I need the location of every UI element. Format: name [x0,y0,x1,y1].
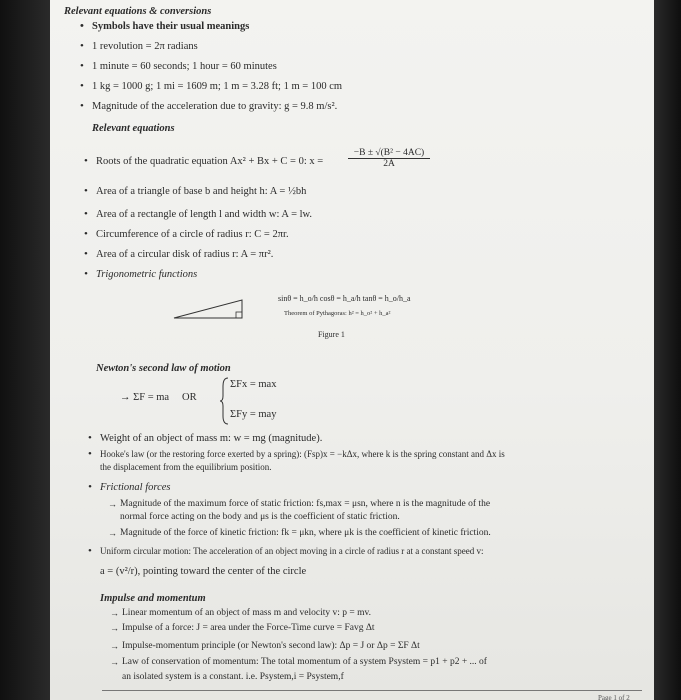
list-item: • Symbols have their usual meanings [92,20,249,33]
triangle-figure [170,296,248,322]
equation-item: • Roots of the quadratic equation Ax² + Bx + C = 0: x = [96,155,323,168]
list-item: • 1 kg = 1000 g; 1 mi = 1609 m; 1 m = 3.28 ft; 1 m = 100 cm [92,80,342,93]
impulse-item: → Impulse of a force: J = area under the Force-Time curve = Favg Δt [110,623,375,633]
pythagoras-formula: Theorem of Pythagoras: h² = h_o² + h_a² [284,310,391,317]
quadratic-fraction [348,148,430,169]
friction-item: → Magnitude of the force of kinetic friction: fk = μkn, where μk is the coefficient of kinetic friction. [108,528,491,538]
impulse-item: → Impulse-momentum principle (or Newton's second law): Δp = J or Δp = ΣF Δt [110,641,420,651]
equation-item: • Area of a triangle of base b and height h: A = ½bh [96,185,306,198]
equation-item: • Area of a circular disk of radius r: A = πr². [96,248,273,261]
impulse-text: Impulse-momentum principle (or Newton's second law): Δp = J or Δp = ΣF Δt [122,641,420,651]
brace-icon [220,376,230,426]
friction-item: → Magnitude of the maximum force of static friction: fs,max = μsn, where n is the magnitude of the [108,499,491,509]
footer-rule [102,690,642,691]
trig-formulas: sinθ = h_o/h cosθ = h_a/h tanθ = h_o/h_a [278,294,411,303]
subheader: Relevant equations [92,123,175,134]
impulse-text: Impulse of a force: J = area under the Force-Time curve = Favg Δt [122,623,375,633]
fraction-denominator: 2A [383,159,395,169]
impulse-item: → Law of conservation of momentum: The total momentum of a system Psystem = p1 + p2 + ... of [110,657,487,667]
figure-caption: Figure 1 [318,330,345,339]
impulse-text: Linear momentum of an object of mass m and velocity v: p = mv. [122,608,372,618]
newton-vector: → ΣF = ma [120,392,170,403]
list-item: • Magnitude of the acceleration due to gravity: g = 9.8 m/s². [92,100,337,113]
force-item: • Weight of an object of mass m: w = mg (magnitude). [100,432,322,445]
friction-item-continued: normal force acting on the body and μs is the coefficient of static friction. [120,512,400,522]
impulse-item-continued: an isolated system is a constant. i.e. Psystem,i = Psystem,f [122,672,344,682]
friction-text: Magnitude of the force of kinetic friction: fk = μkn, where μk is the coefficient of kinetic friction. [120,528,491,538]
force-item-continued: the displacement from the equilibrium position. [100,462,272,472]
page-number: Page 1 of 2 [598,694,630,700]
background-left [0,0,50,700]
circular-item: • Uniform circular motion: The acceleration of an object moving in a circle of radius r at a constant speed v: [100,545,483,558]
list-item: • 1 minute = 60 seconds; 1 hour = 60 minutes [92,60,277,73]
section-header: Relevant equations & conversions [64,6,212,17]
force-item: • Hooke's law (or the restoring force exerted by a spring): (Fsp)x = −kΔx, where k is the spring constant and Δx is [100,448,505,461]
fraction-numerator: −B ± √(B² − 4AC) [348,148,430,159]
equation-item: • Area of a rectangle of length l and width w: A = lw. [96,208,312,221]
impulse-header: Impulse and momentum [100,593,206,604]
list-item: • 1 revolution = 2π radians [92,40,198,53]
equation-item: • Trigonometric functions [96,268,197,281]
newton-y: ΣFy = may [230,409,277,420]
background-right [654,0,681,700]
force-item: • Frictional forces [100,481,170,494]
friction-text: Magnitude of the maximum force of static friction: fs,max = μsn, where n is the magnitude of the [120,499,491,509]
equation-item: • Circumference of a circle of radius r: C = 2πr. [96,228,289,241]
document-page [50,0,654,700]
newton-x: ΣFx = max [230,379,277,390]
circular-formula: a = (v²/r), pointing toward the center of the circle [100,566,307,577]
impulse-text: Law of conservation of momentum: The total momentum of a system Psystem = p1 + p2 + ... of [122,657,487,667]
newton-or: OR [182,392,197,403]
newton-header: Newton's second law of motion [96,363,231,374]
impulse-item: → Linear momentum of an object of mass m and velocity v: p = mv. [110,608,372,618]
